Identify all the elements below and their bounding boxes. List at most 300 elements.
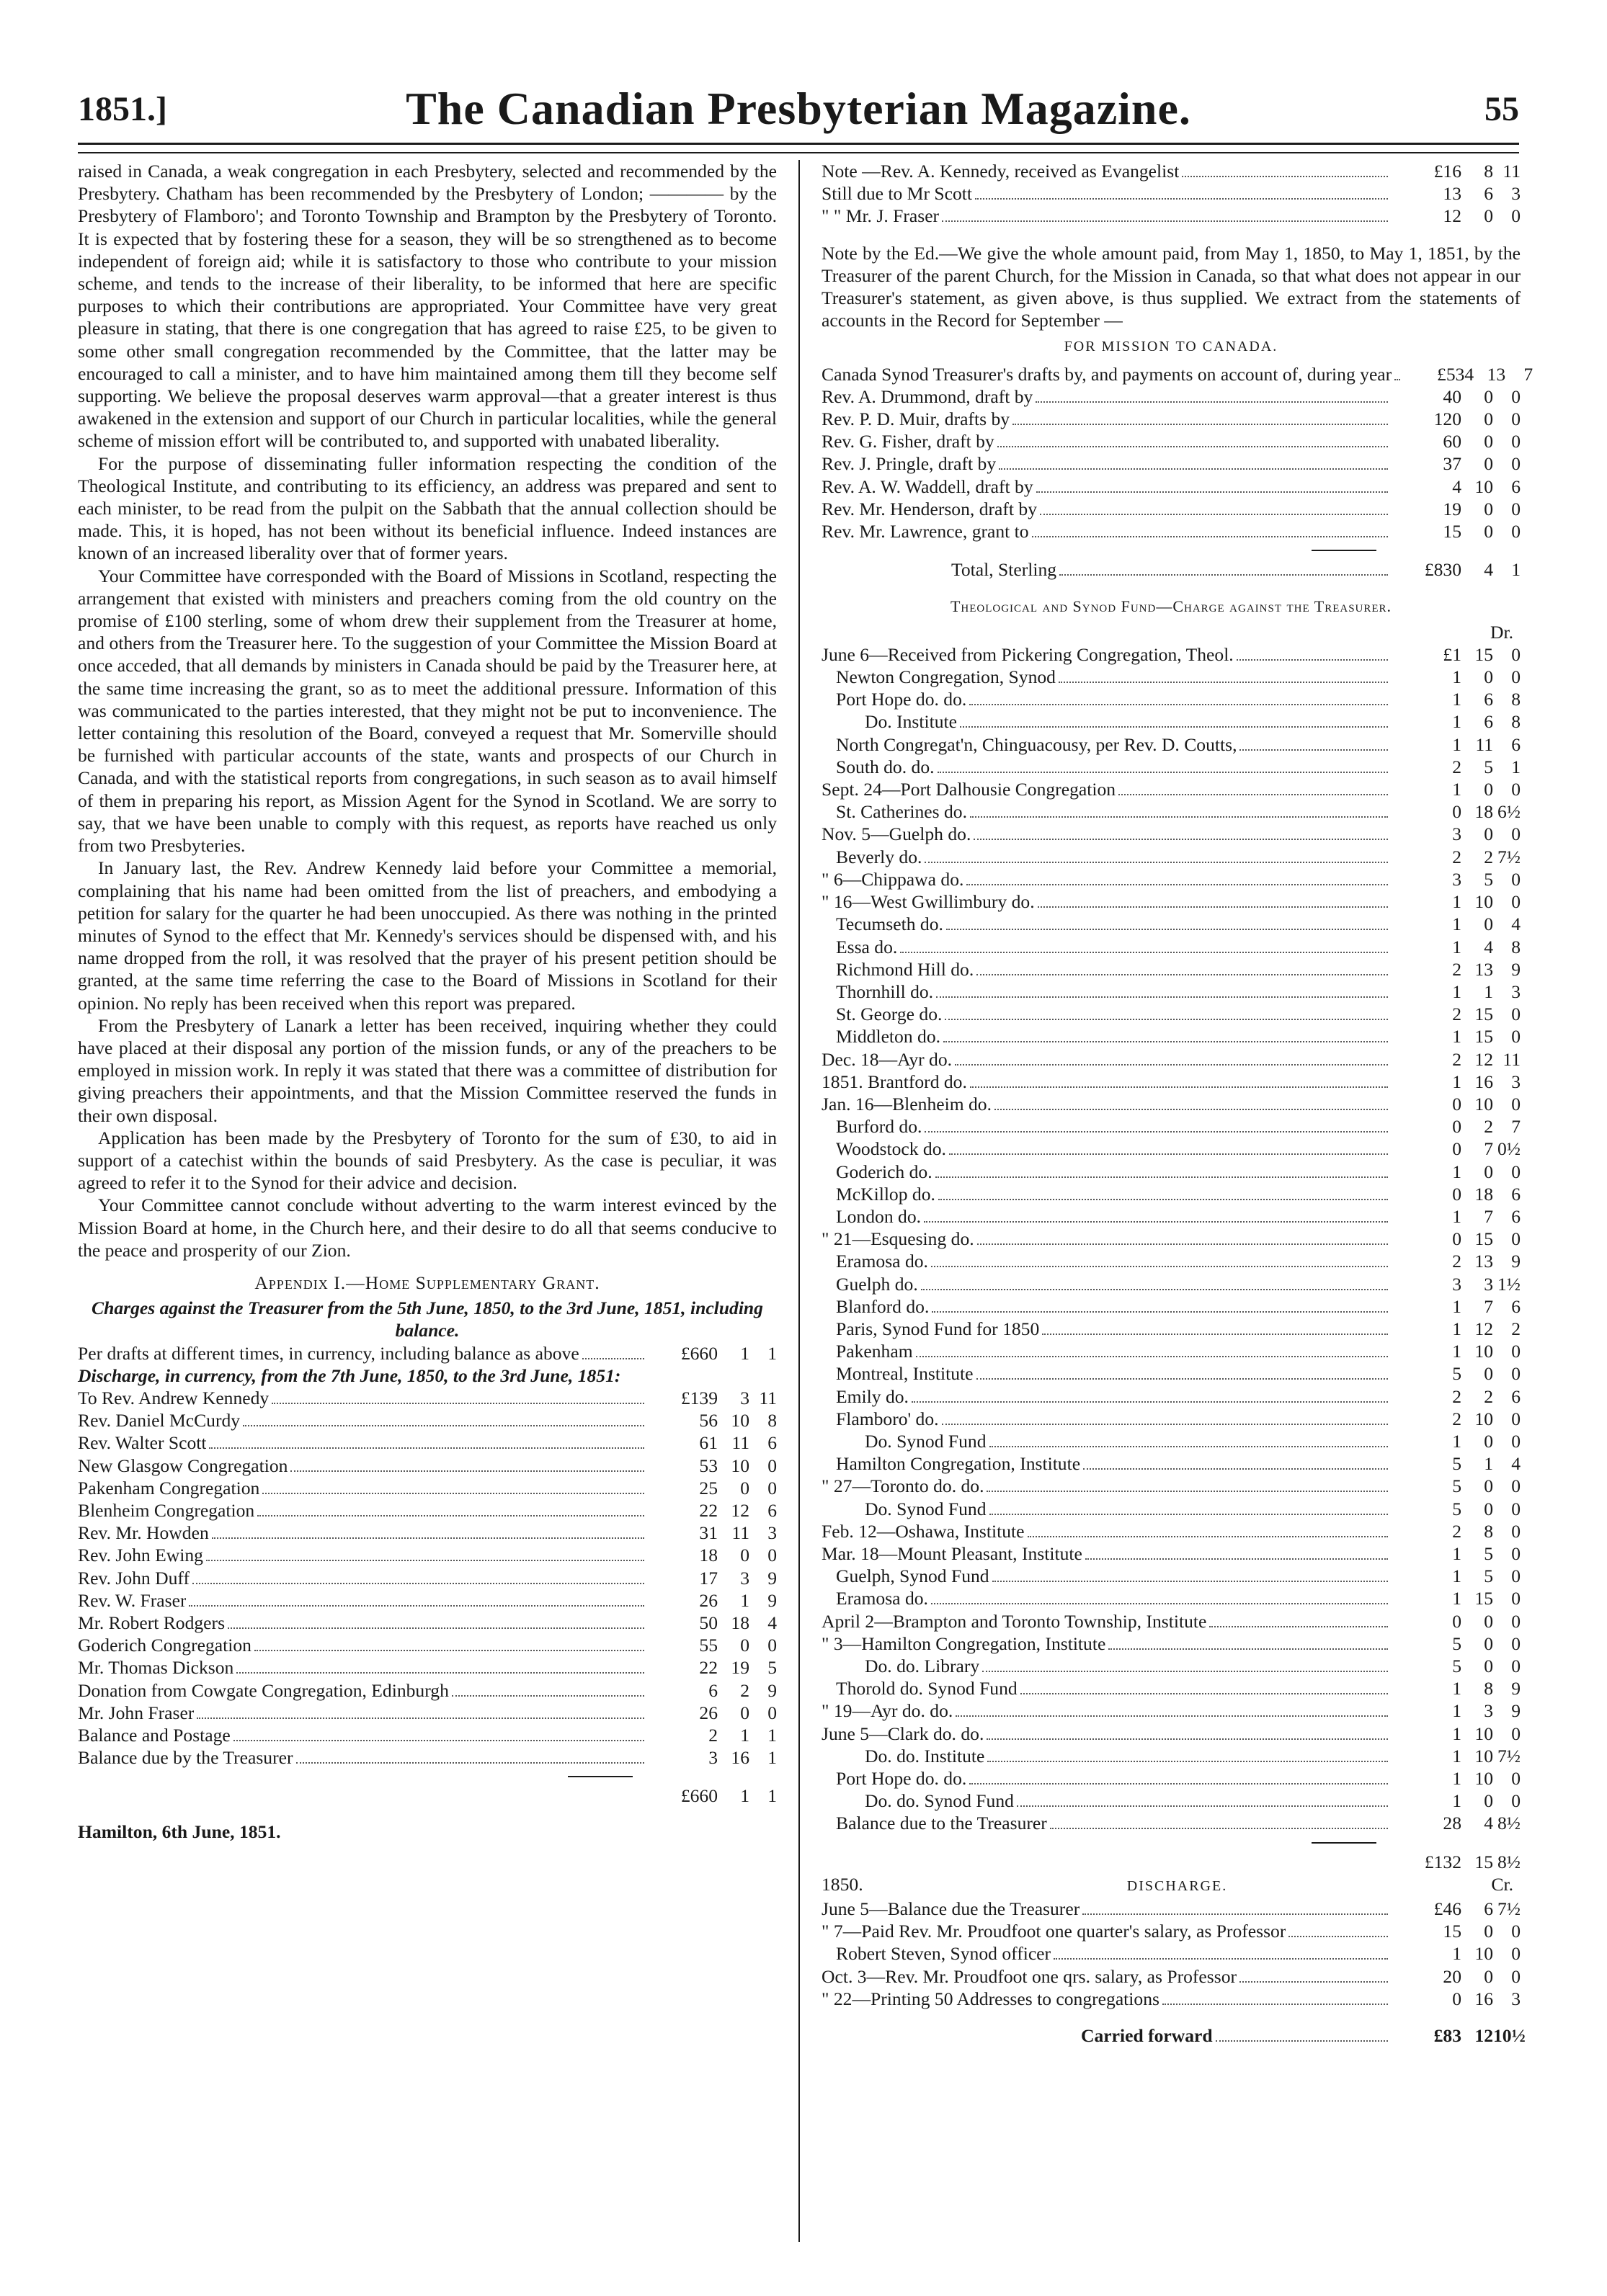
pence: 0 [1511,1408,1521,1429]
ledger-row [78,1387,777,1409]
leader-dots [900,952,1388,953]
magazine-title: The Canadian Presbyterian Magazine. [406,83,1191,134]
ledger-amount [1392,385,1521,408]
ledger-amount [1392,1655,1521,1677]
pence: 0 [1511,666,1521,688]
pounds: 1 [1452,733,1461,755]
ledger-row [822,800,1521,823]
ledger-amount [1392,1430,1521,1452]
ledger-label: London do. [836,1205,922,1227]
ledger-row [822,1183,1521,1205]
page-header [78,79,1519,151]
ledger-label: Port Hope do. do. [836,1768,967,1790]
leader-dots [921,1289,1388,1290]
pence: 0 [1511,1565,1521,1587]
ledger-label: Paris, Synod Fund for 1850 [836,1318,1040,1339]
ledger-amount [1392,1677,1521,1699]
ledger-row [78,1455,777,1477]
leader-dots [1209,1626,1388,1627]
ledger-amount [1392,868,1521,890]
pence: 3 [1511,981,1521,1002]
pounds: 13 [1443,183,1461,205]
pence: 1 [767,1747,777,1769]
ledger-label: Rev. Daniel McCurdy [78,1410,241,1431]
pounds: 1 [1452,1205,1461,1227]
leader-dots [975,198,1388,200]
ledger-amount [1392,160,1521,182]
ledger-amount [1392,1161,1521,1183]
leader-dots [228,1627,644,1629]
pence: 0 [1511,1341,1521,1362]
pounds: 22 [699,1657,718,1679]
leader-dots [955,1064,1388,1066]
shillings: 8 [1484,1520,1493,1542]
pounds: 2 [1452,756,1461,777]
ledger-row [822,1988,1521,2010]
ledger-label: Flamboro' do. [836,1408,939,1429]
ledger-amount [1392,1362,1521,1385]
ledger-row [78,1431,777,1454]
ledger-row [822,846,1521,868]
leader-dots [1036,491,1388,493]
leader-dots [970,816,1388,818]
ledger-label: Dec. 18—Ayr do. [822,1048,953,1070]
leader-dots [942,220,1388,222]
pence: 0 [1511,1921,1521,1942]
ledger-label: Port Hope do. do. [836,689,967,710]
pounds: 3 [1452,1273,1461,1295]
shillings: 16 [1474,1071,1493,1092]
pounds: 6 [708,1679,718,1701]
pounds: 2 [708,1725,718,1746]
discharge-heading: Discharge, in currency, from the 7th June, 1850, to the 3rd June, 1851: [78,1364,621,1386]
leader-dots [1237,659,1388,661]
pounds: 1 [1452,914,1461,935]
ledger-row [822,1430,1521,1452]
ledger-label: Sept. 24—Port Dalhousie Congregation [822,779,1116,800]
paragraph: In January last, the Rev. Andrew Kennedy laid before your Committee a memorial, complaining that his name had been omitted from the list of preachers, and embodying a petition for salary for the quarter he had been unoccupied. As there was nothing in the printed minutes of Synod to the effect that Mr. Kennedy's services should be dispensed with, and his name dropped from the roll, it was resolved that the prayer of his present petition should be granted, at the same time referring the case to the Board of Missions in Scotland for their opinion. No reply has been received when this report was prepared. [78,857,777,1014]
pence: 1½ [1497,1273,1521,1295]
leader-dots [290,1470,644,1472]
pounds: 0 [1452,801,1461,823]
ledger-amount [1392,498,1521,520]
ledger-row [822,1048,1521,1071]
pounds: 1 [1452,1678,1461,1699]
ledger-amount [649,1679,777,1702]
pence: 3 [1511,183,1521,205]
pence: 3 [1511,1988,1521,2009]
leader-dots [931,1603,1388,1604]
leader-dots [970,1086,1388,1088]
pounds: 1 [1452,1588,1461,1609]
shillings: 11 [731,1522,749,1544]
ledger-row [822,1542,1521,1565]
leader-dots [945,1019,1388,1020]
pounds: 50 [699,1612,718,1633]
leader-dots [262,1493,644,1494]
ledger-row [822,385,1521,408]
shillings: 4 [1484,1813,1493,1834]
pence: 8 [1511,689,1521,710]
pounds: 28 [1443,1813,1461,1834]
pounds: 1 [1452,666,1461,688]
shillings: 2 [740,1679,749,1701]
ledger-row [822,475,1521,498]
shillings: 0 [1484,914,1493,935]
ledger-label: Hamilton Congregation, Institute [836,1453,1081,1475]
pounds: 5 [1452,1498,1461,1519]
ledger-label: Montreal, Institute [836,1363,974,1385]
ledger-row [822,1498,1521,1520]
ledger-amount [1392,205,1521,227]
pounds: 2 [1452,1408,1461,1429]
shillings: 0 [1484,385,1493,407]
leader-dots [949,1153,1388,1155]
ledger-amount [1392,1632,1521,1655]
ledger-label: " " Mr. J. Fraser [822,205,940,227]
shillings: 1 [740,1589,749,1611]
ledger-amount [1392,1965,1521,1988]
leader-dots [969,1783,1388,1784]
pence: 11 [759,1387,777,1408]
pence: 0 [1511,1768,1521,1790]
ledger-amount [649,1724,777,1746]
pounds: 1 [1452,1745,1461,1766]
dr-label: Dr. [1490,621,1513,643]
ledger-amount [1392,1025,1521,1048]
paragraph: Your Committee cannot conclude without adverting to the warm interest evinced by the Mission Board at home, in the Church here, and their desire to do all that seems conducive to the peace and prosperity of our Zion. [78,1194,777,1261]
leader-dots [1394,379,1400,380]
shillings: 15 [1474,643,1493,665]
shillings: 6 [1484,689,1493,710]
shillings: 11 [731,1432,749,1454]
ledger-label: Rev. P. D. Muir, drafts by [822,408,1010,430]
shillings: 2 [1484,1385,1493,1407]
ledger-amount [1392,1295,1521,1318]
shillings: 10 [1474,1768,1493,1790]
ledger-row [822,733,1521,756]
shillings: 0 [1484,1363,1493,1385]
shillings: 0 [1484,823,1493,845]
leader-dots [209,1447,644,1449]
pence: 0 [1511,453,1521,475]
pence: 6 [1511,475,1521,497]
shillings: 0 [1484,1656,1493,1676]
leader-dots [1028,1536,1389,1537]
shillings: 8 [1484,1678,1493,1699]
leader-dots [1012,424,1388,425]
ledger-amount [1392,1340,1521,1362]
ledger-amount [1392,1205,1521,1228]
pounds: 5 [1452,1656,1461,1676]
ledger-label: Mar. 18—Mount Pleasant, Institute [822,1542,1082,1564]
pounds: 12 [1443,205,1461,227]
leader-dots [233,1740,644,1741]
ledger-label: St. Catherines do. [836,801,967,823]
paragraph: Application has been made by the Presbytery of Toronto for the sum of £30, to aid in support of a catechist within the bounds of said Presbytery. As the case is peculiar, it was agreed to refer it to the Synod for their advice and decision. [78,1127,777,1194]
leader-dots [925,1131,1388,1133]
pounds: 5 [1452,1363,1461,1385]
ledger-row [822,1318,1521,1340]
leader-dots [197,1717,644,1719]
pounds: 5 [1452,1632,1461,1654]
pounds: 5 [1452,1453,1461,1475]
ledger-amount [1405,363,1533,385]
shillings: 3 [1484,1700,1493,1722]
ledger-row [822,1385,1521,1408]
ledger-amount [649,1702,777,1724]
ledger-row [822,408,1521,430]
pence: 4 [1511,1453,1521,1475]
ledger-row [822,666,1521,688]
pence: 9 [1511,1700,1521,1722]
pence: 0 [1511,1542,1521,1564]
ledger-amount [1392,1812,1521,1834]
ledger-label: New Glasgow Congregation [78,1455,288,1476]
leader-dots [1054,1958,1388,1960]
shillings: 13 [1487,363,1506,385]
ledger-row [822,1250,1521,1272]
ledger-row [822,160,1521,182]
ledger-row [822,936,1521,958]
pence: 0 [767,1635,777,1656]
ledger-label: June 5—Clark do. do. [822,1723,984,1744]
pence: 0 [1511,1004,1521,1025]
header-rule [78,143,1519,153]
ledger-amount [1392,756,1521,778]
pounds: 26 [699,1589,718,1611]
ledger-amount [1392,1250,1521,1272]
ledger-label: Rev. G. Fisher, draft by [822,431,994,452]
right-column [822,160,1533,2047]
ledger-amount [1392,1071,1521,1093]
pence: 6 [1511,733,1521,755]
ledger-label: Jan. 16—Blenheim do. [822,1093,992,1115]
ledger-label: Do. do. Library [865,1656,980,1676]
ledger-label: Oct. 3—Rev. Mr. Proudfoot one qrs. salary, as Professor [822,1965,1237,1987]
pence: 7 [1523,363,1533,385]
ledger-label: Robert Steven, Synod officer [836,1943,1051,1965]
ledger-label: June 5—Balance due the Treasurer [822,1898,1080,1920]
pounds: £139 [680,1387,718,1408]
shillings: 1 [1484,981,1493,1002]
leader-dots [992,1581,1388,1582]
ledger-label: Do. Institute [865,711,957,733]
ledger-row [822,868,1521,890]
pounds: 0 [1452,1610,1461,1632]
ledger-label: North Congregat'n, Chinguacousy, per Rev. D. Coutts, [836,733,1237,755]
pence: 7½ [1497,846,1521,867]
ledger-row [822,1295,1521,1318]
discharge-heading-row [822,1873,1521,1898]
leader-dots [999,468,1388,470]
leader-dots [1239,749,1388,751]
ledger-amount [649,1387,777,1409]
shillings: 0 [1484,1921,1493,1942]
pounds: 1 [1452,1430,1461,1452]
ledger-total [78,1784,777,1807]
ledger-row [822,1632,1521,1655]
ledger-row [822,913,1521,935]
signature-line: Hamilton, 6th June, 1851. [78,1821,281,1842]
pounds: 3 [1452,823,1461,845]
leader-dots [924,1221,1388,1223]
leader-dots [1050,1828,1388,1829]
pounds: 1 [1452,936,1461,957]
leader-dots [942,1424,1388,1425]
shillings: 0 [740,1635,749,1656]
ledger-row [822,1362,1521,1385]
ledger-row [822,1898,1521,1920]
shillings: 0 [1484,1632,1493,1654]
shillings: 7 [1484,1138,1493,1160]
shillings: 5 [1484,1542,1493,1564]
theological-heading: Theological and Synod Fund—Charge against the Treasurer. [950,597,1392,616]
total-rule [1312,550,1376,551]
leader-dots [1042,1334,1388,1335]
pence: 9 [1511,958,1521,980]
shillings: 16 [731,1747,749,1769]
leader-dots [987,1491,1388,1492]
ledger-label: Donation from Cowgate Congregation, Edinburgh [78,1679,449,1701]
ledger-row [822,1655,1521,1677]
pounds: 37 [1443,453,1461,475]
ledger-row [822,756,1521,778]
pence: 0 [1511,1228,1521,1250]
ledger-row [822,1161,1521,1183]
pounds: 1 [1452,1295,1461,1317]
paragraph: Your Committee have corresponded with the Board of Missions in Scotland, respecting the arrangement that existed with ministers and preachers coming from the old country on the promise of £100 sterling, some of whom drew their supplement from the Treasurer at home, and others from the Treasurer here. To the suggestion of your Committee the Mission Board at once acceded, that all demands by ministers in Canada should be paid by the Treasurer here, at the same time increasing the grant, so as to meet the additional pressure. Information of this was communicated to the parties interested, that they might not be put to inconvenience. The letter containing this resolution of the Board, conveyed a request that Mr. Somerville should be furnished with particular accounts of the state, wants and prospects of our Church in Canada, and with the statistical reports from congregations, in such season as to avail himself of them in preparing his report, as Mission Agent for the Synod in Scotland. We are sorry to say, that we have been unable to comply with this request, as reports have reached us only from two Presbyteries. [78,565,777,857]
leader-dots [1182,176,1388,177]
ledger-amount [649,1522,777,1544]
pence: 0 [1511,1520,1521,1542]
ledger-label: April 2—Brampton and Toronto Township, Institute [822,1610,1207,1632]
ledger-row [822,1475,1521,1497]
pounds: 60 [1443,431,1461,452]
ledger-row [78,1522,777,1544]
ledger-amount [1392,666,1521,688]
ledger-amount [1392,1542,1521,1565]
left-column [78,160,777,1843]
pounds: 2 [1452,1048,1461,1070]
pence: 0 [1511,1161,1521,1182]
shillings: 2 [1484,846,1493,867]
pence: 0 [1511,1093,1521,1115]
pence: 0 [1511,643,1521,665]
ledger-row [822,1745,1521,1767]
leader-dots [1239,1981,1388,1983]
ledger-row [78,1702,777,1724]
shillings: 10 [1474,1093,1493,1115]
pence: 3 [767,1522,777,1544]
ledger-label: Guelph, Synod Fund [836,1565,989,1587]
ledger-amount [1392,1452,1521,1475]
shillings: 0 [1484,453,1493,475]
ledger-label: Goderich Congregation [78,1635,251,1656]
leader-dots [935,1176,1388,1178]
leader-dots [987,1761,1388,1762]
leader-dots [938,772,1388,773]
shillings: 0 [1484,1430,1493,1452]
ledger-amount [1392,823,1521,845]
shillings: 10 [731,1455,749,1476]
pounds: 25 [699,1477,718,1498]
ledger-label: Feb. 12—Oshawa, Institute [822,1520,1025,1542]
shillings: 18 [1474,1183,1493,1205]
ledger-amount [1392,958,1521,981]
ledger-amount [1392,1385,1521,1408]
pounds: 1 [1452,1161,1461,1182]
leader-dots [1118,794,1388,795]
pence: 3 [1511,1071,1521,1092]
ledger-row [822,1942,1521,1965]
ledger-amount [1392,1228,1521,1250]
pounds: 1 [1452,1700,1461,1722]
pounds: £1 [1443,643,1461,665]
pounds: 61 [699,1432,718,1454]
ledger-label: Rev. J. Pringle, draft by [822,453,997,475]
pounds: 1 [1452,1542,1461,1564]
pence: 9 [767,1567,777,1589]
ledger-label: Nov. 5—Guelph do. [822,823,971,845]
ledger-amount [1392,733,1521,756]
ledger-row [822,520,1521,542]
total-amount: £660 1 1 [680,1785,777,1807]
pounds: £46 [1433,1898,1461,1920]
column-divider [798,160,800,2242]
ledger-label: Middleton do. [836,1026,941,1048]
ledger-label: Pakenham [836,1341,913,1362]
shillings: 0 [1484,521,1493,542]
ledger-row [822,1408,1521,1430]
leader-dots [946,929,1388,930]
pounds: 20 [1443,1965,1461,1987]
ledger-label: " 16—West Gwillimbury do. [822,891,1035,913]
shillings: 11 [1475,733,1493,755]
ledger-label: Rev. Mr. Henderson, draft by [822,498,1038,519]
pence: 2 [1511,1318,1521,1339]
leader-dots [989,1446,1388,1447]
ledger-label: Rev. Walter Scott [78,1432,207,1454]
ledger-label: Rev. Mr. Howden [78,1522,209,1544]
ledger-label: Thorold do. Synod Fund [836,1678,1018,1699]
ledger-amount: £660 1 1 [680,1342,777,1364]
ledger-label: Balance and Postage [78,1725,231,1746]
leader-dots [931,1266,1388,1267]
shillings: 0 [1484,1965,1493,1987]
charges-heading: Charges against the Treasurer from the 5th June, 1850, to the 3rd June, 1851, including balance. [92,1297,763,1341]
ledger-amount [1392,1988,1521,2010]
shillings: 12 [731,1499,749,1521]
theological-total: £132 15 8½ [1424,1851,1521,1872]
ledger-row [822,205,1521,227]
leader-dots [1083,1468,1388,1470]
ledger-row [822,1790,1521,1812]
leader-dots [976,1378,1389,1380]
ledger-label: Rev. A. Drummond, draft by [822,385,1033,407]
leader-dots [977,1243,1388,1245]
ledger-label: Still due to Mr Scott [822,183,973,205]
ledger-amount [1392,1587,1521,1609]
shillings: 10 [1474,1408,1493,1429]
pounds: 1 [1452,1318,1461,1339]
ledger-amount [1392,452,1521,475]
pounds: 40 [1443,385,1461,407]
shillings: 0 [740,1477,749,1498]
leader-dots [1059,682,1388,683]
leader-dots [982,1671,1388,1672]
pounds: 1 [1452,1723,1461,1744]
